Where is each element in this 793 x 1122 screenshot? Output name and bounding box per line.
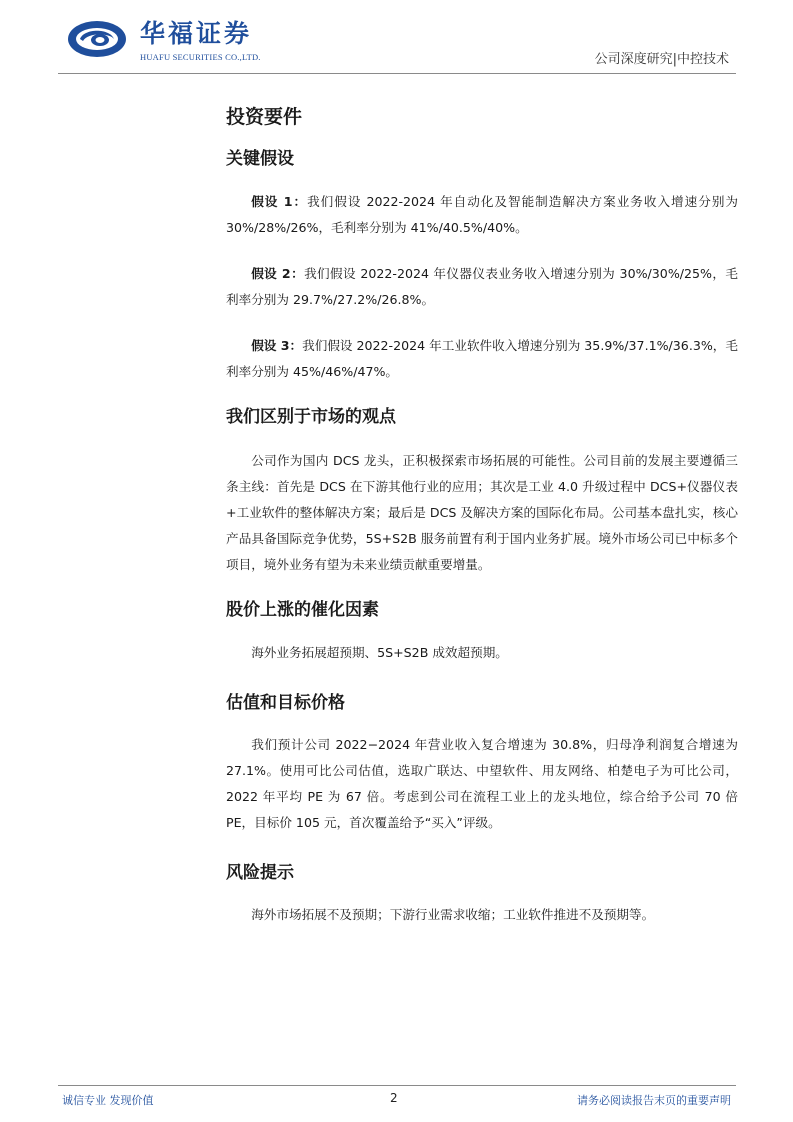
assumption-paragraph	[226, 261, 738, 313]
valuation-paragraph: 我们预计公司 2022−2024 年营业收入复合增速为 30.8%，归母净利润复合增速为 27.1%。使用可比公司估值，选取广联达、中望软件、用友网络、柏楚电子为可比公司，2022 年平均 PE 为 67 倍。考虑到公司在流程工业上的龙头地位，综合给予公司 70 倍 PE，目标价 105 元，首次覆盖给予“买入”评级。	[226, 737, 738, 830]
header-divider	[58, 73, 736, 74]
logo-english-name: HUAFU SECURITIES CO.,LTD.	[140, 52, 261, 62]
catalysts-paragraph: 海外业务拓展超预期、5S+S2B 成效超预期。	[251, 645, 508, 660]
assumption-text: 我们假设 2022-2024 年仪器仪表业务收入增速分别为 30%/30%/25%，毛利率分别为 29.7%/27.2%/26.8%。	[226, 266, 738, 307]
views-paragraph: 公司作为国内 DCS 龙头，正积极探索市场拓展的可能性。公司目前的发展主要遵循三条主线：首先是 DCS 在下游其他行业的应用；其次是工业 4.0 升级过程中 DCS+仪器仪表+工业软件的整体解决方案；最后是 DCS 及解决方案的国际化布局。公司基本盘扎实，核心产品具备国际竞争优势，5S+S2B 服务前置有利于国内业务扩展。境外市场公司已中标多个项目，境外业务有望为未来业绩贡献重要增量。	[226, 453, 738, 572]
section-heading-catalysts: 股价上涨的催化因素	[226, 600, 379, 620]
logo-chinese-name: 华福证券	[140, 19, 253, 48]
assumption-text: 我们假设 2022-2024 年工业软件收入增速分别为 35.9%/37.1%/36.3%，毛利率分别为 45%/46%/47%。	[226, 338, 738, 379]
page-number: 2	[390, 1091, 398, 1105]
footer-disclaimer: 请务必阅读报告末页的重要声明	[577, 1094, 731, 1107]
assumption-text: 我们假设 2022-2024 年自动化及智能制造解决方案业务收入增速分别为 30%/28%/26%，毛利率分别为 41%/40.5%/40%。	[226, 194, 738, 235]
footer-divider	[58, 1085, 736, 1086]
report-type: 公司深度研究|中控技术	[594, 52, 729, 67]
main-content	[226, 100, 738, 928]
section-heading-views: 我们区别于市场的观点	[226, 407, 396, 427]
assumption-label: 假设 3：	[251, 338, 303, 353]
section-heading-risks: 风险提示	[226, 863, 294, 883]
section-heading-assumptions: 关键假设	[226, 149, 294, 169]
assumption-label: 假设 1：	[251, 194, 308, 209]
risks-paragraph: 海外市场拓展不及预期；下游行业需求收缩；工业软件推进不及预期等。	[251, 907, 655, 922]
assumption-label: 假设 2：	[251, 266, 305, 281]
assumption-paragraph	[226, 333, 738, 385]
assumption-paragraph	[226, 189, 738, 241]
huafu-logo-icon	[66, 19, 128, 59]
page-title: 投资要件	[226, 106, 303, 128]
section-heading-valuation: 估值和目标价格	[226, 693, 345, 713]
footer-slogan: 诚信专业 发现价值	[62, 1094, 154, 1107]
page-header	[0, 0, 793, 80]
